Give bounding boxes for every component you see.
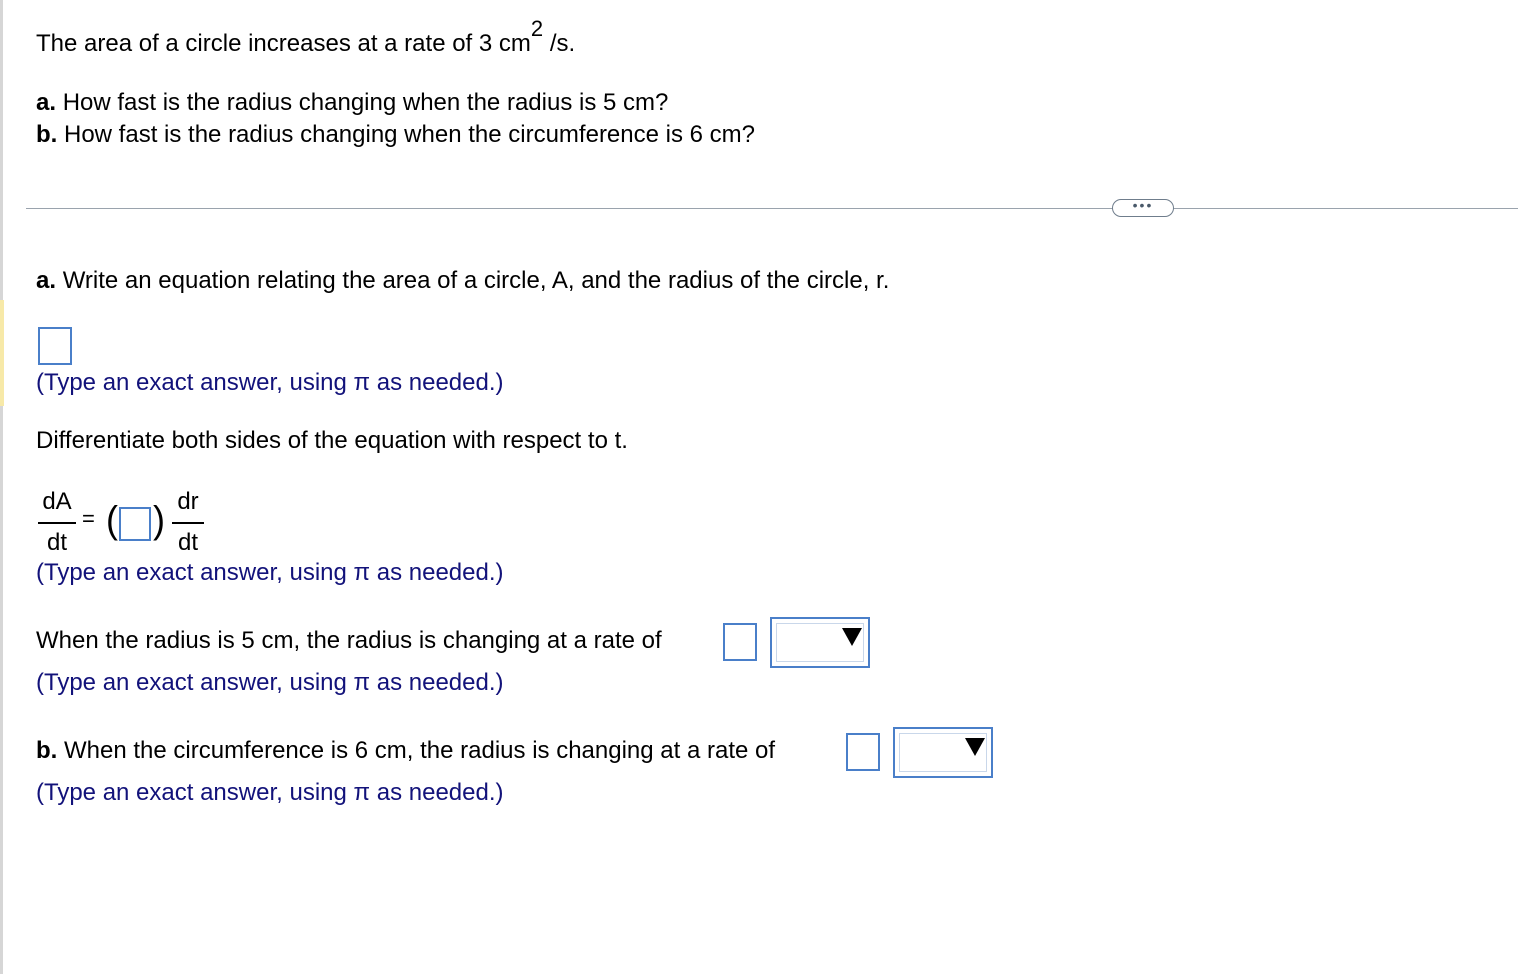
derivative-coefficient-input[interactable] (119, 507, 151, 541)
step3-prompt: When the radius is 5 cm, the radius is changing at a rate of (36, 627, 662, 654)
lhs-numerator: dA (42, 488, 72, 515)
circumference-rate-input[interactable] (846, 733, 880, 771)
area-equation-input[interactable] (38, 327, 72, 365)
step4-text: When the circumference is 6 cm, the radius is changing at a rate of (64, 737, 776, 764)
part-a-text: How fast is the radius changing when the radius is 5 cm? (62, 89, 669, 116)
part-a-label: a. (36, 89, 57, 116)
rhs-fraction (172, 488, 204, 557)
problem-part-a (36, 89, 668, 117)
part-b-text: How fast is the radius changing when the circumference is 6 cm? (64, 121, 755, 148)
problem-part-b (36, 121, 755, 149)
step2-hint: (Type an exact answer, using π as needed.) (36, 559, 504, 586)
radius-rate-units-select[interactable] (770, 617, 870, 668)
section-divider (26, 208, 1518, 209)
step1-text: Write an equation relating the area of a circle, A, and the radius of the circle, r. (62, 267, 890, 294)
part-b-label: b. (36, 121, 58, 148)
rhs-fraction-bar (172, 522, 204, 524)
problem-intro-text: The area of a circle increases at a rate of 3 cm (36, 30, 531, 57)
step2-prompt: Differentiate both sides of the equation with respect to t. (36, 427, 628, 454)
circumference-rate-units-select[interactable] (893, 727, 993, 778)
step4-prompt (36, 737, 775, 765)
problem-intro (36, 16, 576, 58)
lhs-fraction (38, 488, 76, 557)
ellipsis-icon: ••• (1132, 197, 1154, 213)
page-left-border (0, 0, 3, 974)
step1-prompt (36, 267, 889, 295)
more-options-button[interactable] (1112, 199, 1174, 217)
triangle-down-icon (842, 628, 862, 646)
triangle-down-icon (965, 738, 985, 756)
lhs-fraction-bar (38, 522, 76, 524)
open-paren: ( (106, 497, 118, 541)
radius-rate-input[interactable] (723, 623, 757, 661)
close-paren: ) (153, 497, 165, 541)
step4-label: b. (36, 737, 58, 764)
problem-intro-unit: /s. (549, 30, 576, 57)
rhs-numerator: dr (177, 488, 199, 515)
step1-label: a. (36, 267, 57, 294)
active-step-indicator (0, 300, 4, 406)
problem-intro-exponent: 2 (530, 16, 544, 41)
step1-hint: (Type an exact answer, using π as needed.) (36, 369, 504, 396)
lhs-denominator: dt (46, 529, 67, 556)
step3-hint: (Type an exact answer, using π as needed.) (36, 669, 504, 696)
step4-hint: (Type an exact answer, using π as needed.) (36, 779, 504, 806)
rhs-denominator: dt (177, 529, 198, 556)
equals-sign: = (82, 506, 95, 531)
